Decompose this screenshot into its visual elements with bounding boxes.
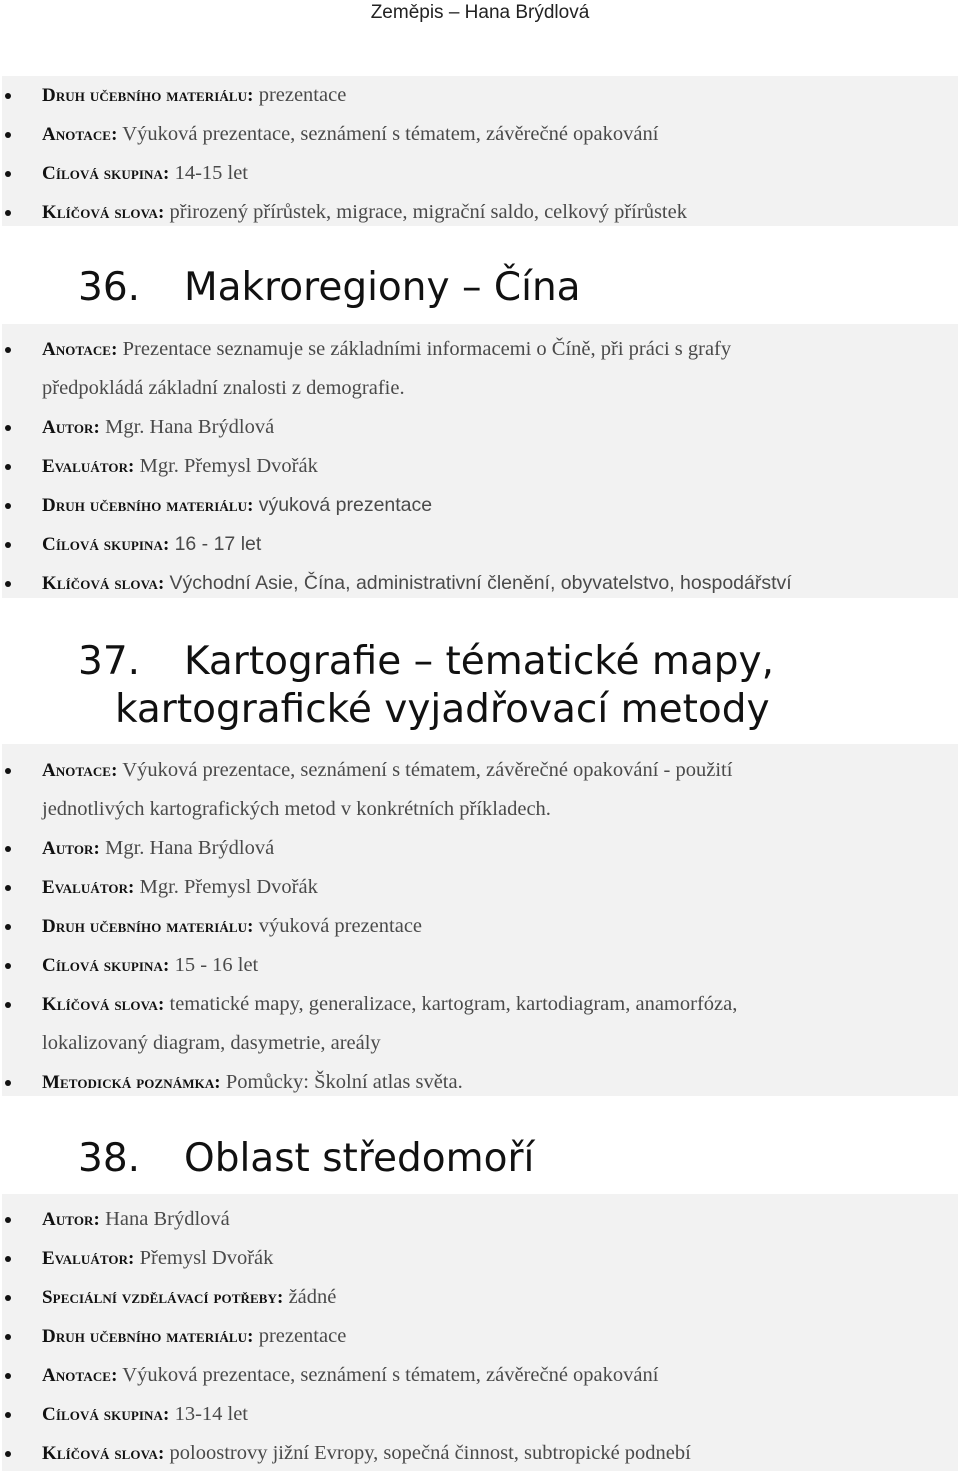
list-item bbox=[2, 525, 958, 564]
field-value: 13-14 let bbox=[174, 1403, 249, 1425]
bullet-icon bbox=[5, 210, 11, 216]
bullet-icon bbox=[5, 1451, 11, 1457]
section-title: Makroregiony – Čína bbox=[184, 265, 581, 310]
bullet-icon bbox=[5, 347, 11, 353]
bullet-icon bbox=[5, 1256, 11, 1262]
field-value: 16 - 17 let bbox=[174, 533, 262, 555]
field-value: výuková prezentace bbox=[258, 915, 423, 937]
list-item bbox=[2, 868, 958, 907]
field-label: Druh učebního materiálu: bbox=[42, 85, 254, 106]
field-label: Klíčová slova: bbox=[42, 202, 165, 223]
list-item bbox=[2, 486, 958, 525]
list-item bbox=[2, 946, 958, 985]
field-label: Evaluátor: bbox=[42, 877, 135, 898]
list-item bbox=[2, 829, 958, 868]
list-item bbox=[2, 193, 958, 232]
field-label: Druh učebního materiálu: bbox=[42, 495, 254, 516]
field-value: Výuková prezentace, seznámení s tématem, závěrečné opakování bbox=[122, 123, 659, 145]
bullet-icon bbox=[5, 1002, 11, 1008]
bullet-icon bbox=[5, 963, 11, 969]
field-label: Autor: bbox=[42, 1209, 100, 1230]
bullet-icon bbox=[5, 425, 11, 431]
field-value: lokalizovaný diagram, dasymetrie, areály bbox=[42, 1032, 381, 1054]
page-header: Zeměpis – Hana Brýdlová bbox=[370, 2, 590, 23]
list-item bbox=[2, 1317, 958, 1356]
field-label: Evaluátor: bbox=[42, 456, 135, 477]
field-value: Výuková prezentace, seznámení s tématem, závěrečné opakování bbox=[122, 1364, 659, 1386]
field-label: Klíčová slova: bbox=[42, 573, 165, 594]
field-value: jednotlivých kartografických metod v konkrétních příkladech. bbox=[42, 798, 551, 820]
bullet-icon bbox=[5, 846, 11, 852]
section-heading-36 bbox=[78, 258, 581, 318]
bullet-icon bbox=[5, 542, 11, 548]
list-item bbox=[2, 115, 958, 154]
bullet-icon bbox=[5, 768, 11, 774]
field-label: Druh učebního materiálu: bbox=[42, 916, 254, 937]
field-value: Mgr. Přemysl Dvořák bbox=[139, 876, 318, 898]
bullet-icon bbox=[5, 93, 11, 99]
field-value: Výuková prezentace, seznámení s tématem, závěrečné opakování - použití bbox=[122, 759, 733, 781]
field-value: žádné bbox=[288, 1286, 337, 1308]
section-number: 36. bbox=[78, 265, 141, 310]
field-label: Klíčová slova: bbox=[42, 994, 165, 1015]
field-value: prezentace bbox=[258, 84, 347, 106]
list-item bbox=[2, 408, 958, 447]
bullet-icon bbox=[5, 464, 11, 470]
field-label: Anotace: bbox=[42, 1365, 118, 1386]
list-item bbox=[2, 447, 958, 486]
bullet-icon bbox=[5, 132, 11, 138]
field-value: 14-15 let bbox=[174, 162, 249, 184]
section-number: 37. bbox=[78, 639, 141, 684]
field-label: Speciální vzdělávací potřeby: bbox=[42, 1287, 284, 1308]
section-title-line2: kartografické vyjadřovací metody bbox=[115, 687, 770, 732]
bullet-icon bbox=[5, 503, 11, 509]
list-item bbox=[2, 564, 958, 603]
field-value: prezentace bbox=[258, 1325, 347, 1347]
list-item bbox=[2, 76, 958, 115]
field-label: Cílová skupina: bbox=[42, 1404, 170, 1425]
bullet-icon bbox=[5, 924, 11, 930]
material-block-37 bbox=[2, 744, 958, 1096]
bullet-icon bbox=[5, 1334, 11, 1340]
bullet-icon bbox=[5, 1373, 11, 1379]
field-value: Hana Brýdlová bbox=[105, 1208, 230, 1230]
list-item bbox=[2, 1395, 958, 1434]
list-item bbox=[2, 751, 958, 790]
field-value: výuková prezentace bbox=[258, 494, 433, 516]
list-item bbox=[2, 330, 958, 369]
field-value: Mgr. Hana Brýdlová bbox=[105, 837, 275, 859]
field-label: Evaluátor: bbox=[42, 1248, 135, 1269]
list-item bbox=[2, 1434, 958, 1473]
field-label: Klíčová slova: bbox=[42, 1443, 165, 1464]
bullet-icon bbox=[5, 1080, 11, 1086]
bullet-icon bbox=[5, 1217, 11, 1223]
material-block-36 bbox=[2, 324, 958, 598]
field-label: Druh učebního materiálu: bbox=[42, 1326, 254, 1347]
list-item bbox=[2, 1200, 958, 1239]
field-label: Cílová skupina: bbox=[42, 163, 170, 184]
bullet-icon bbox=[5, 581, 11, 587]
section-heading-37 bbox=[78, 632, 774, 692]
field-value: Pomůcky: Školní atlas světa. bbox=[225, 1071, 463, 1093]
field-label: Anotace: bbox=[42, 124, 118, 145]
field-label: Anotace: bbox=[42, 760, 118, 781]
section-number: 38. bbox=[78, 1136, 141, 1181]
section-title: Oblast středomoří bbox=[184, 1136, 535, 1181]
list-item bbox=[2, 1356, 958, 1395]
field-label: Autor: bbox=[42, 838, 100, 859]
field-value: předpokládá základní znalosti z demografie. bbox=[42, 377, 405, 399]
field-label: Anotace: bbox=[42, 339, 118, 360]
list-item bbox=[2, 907, 958, 946]
list-item bbox=[2, 1063, 958, 1102]
field-value: Prezentace seznamuje se základními informacemi o Číně, při práci s grafy bbox=[122, 338, 732, 360]
field-label: Cílová skupina: bbox=[42, 955, 170, 976]
field-label: Metodická poznámka: bbox=[42, 1072, 221, 1093]
list-item-continuation bbox=[2, 1024, 958, 1063]
list-item bbox=[2, 154, 958, 193]
field-value: poloostrovy jižní Evropy, sopečná činnost, subtropické podnebí bbox=[169, 1442, 691, 1464]
list-item bbox=[2, 1239, 958, 1278]
field-value: přirozený přírůstek, migrace, migrační saldo, celkový přírůstek bbox=[169, 201, 687, 223]
field-value: Východní Asie, Čína, administrativní členění, obyvatelstvo, hospodářství bbox=[169, 572, 792, 594]
field-value: Přemysl Dvořák bbox=[139, 1247, 274, 1269]
list-item bbox=[2, 1278, 958, 1317]
list-item bbox=[2, 985, 958, 1024]
bullet-icon bbox=[5, 1412, 11, 1418]
material-block-35 bbox=[2, 76, 958, 226]
bullet-icon bbox=[5, 1295, 11, 1301]
field-value: Mgr. Přemysl Dvořák bbox=[139, 455, 318, 477]
list-item-continuation bbox=[2, 369, 958, 408]
field-value: Mgr. Hana Brýdlová bbox=[105, 416, 275, 438]
field-value: tematické mapy, generalizace, kartogram, kartodiagram, anamorfóza, bbox=[169, 993, 738, 1015]
list-item-continuation bbox=[2, 790, 958, 829]
field-label: Cílová skupina: bbox=[42, 534, 170, 555]
field-label: Autor: bbox=[42, 417, 100, 438]
field-value: 15 - 16 let bbox=[174, 954, 259, 976]
material-block-38 bbox=[2, 1194, 958, 1471]
bullet-icon bbox=[5, 171, 11, 177]
bullet-icon bbox=[5, 885, 11, 891]
section-heading-38 bbox=[78, 1129, 534, 1189]
section-title-line1: Kartografie – tématické mapy, bbox=[184, 639, 774, 684]
